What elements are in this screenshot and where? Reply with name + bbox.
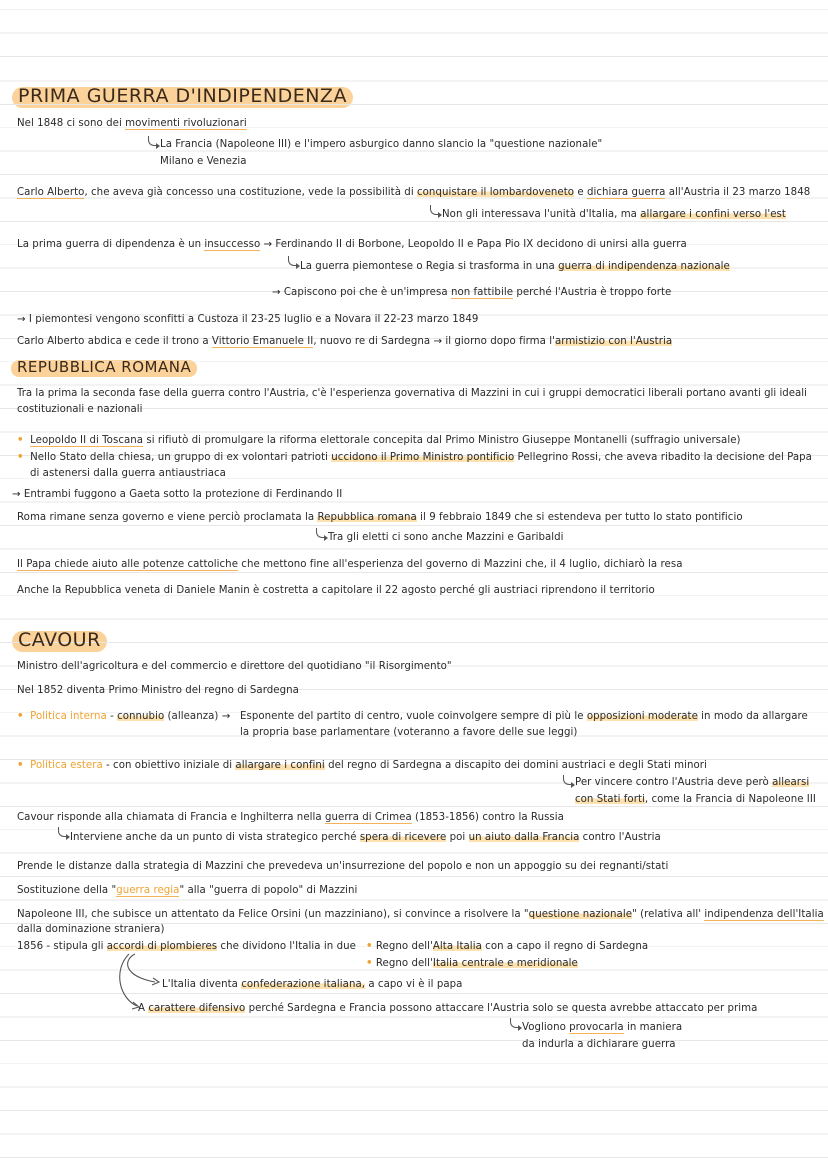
note-line: → I piemontesi vengono sconfitti a Custoza il 23-25 luglio e a Novara il 22-23 marzo 1849 (17, 314, 479, 325)
note-line: Tra gli eletti ci sono anche Mazzini e Garibaldi (328, 532, 564, 543)
bullet-item: • Regno dell'Alta Italia con a capo il regno di Sardegna (366, 941, 649, 952)
note-line: Roma rimane senza governo e viene perciò proclamata la Repubblica romana il 9 febbraio 1849 che si estendeva per tutto lo stato pontificio (17, 512, 743, 523)
bullet-icon: • (366, 958, 373, 969)
note-line: Per vincere contro l'Austria deve però allearsi (575, 777, 810, 788)
note-line: → Entrambi fuggono a Gaeta sotto la protezione di Ferdinando II (12, 489, 343, 500)
bullet-item: • Nello Stato della chiesa, un gruppo di ex volontari patrioti uccidono il Primo Ministro pontificio Pellegrino Rossi, che aveva ribadito la decisione del Papa (17, 452, 812, 463)
note-line: con Stati forti, come la Francia di Napoleone III (575, 794, 816, 805)
hook-arrow-icon (288, 256, 297, 266)
note-line: Esponente del partito di centro, vuole coinvolgere sempre di più le opposizioni moderate in modo da allargare (240, 711, 808, 722)
hook-arrow-icon (148, 136, 157, 146)
bullet-item: • Regno dell'Italia centrale e meridionale (366, 958, 578, 969)
bullet-icon: • (17, 435, 24, 446)
note-line: 1856 - stipula gli accordi di plombieres che dividono l'Italia in due (17, 941, 356, 952)
note-line: → Capiscono poi che è un'impresa non fattibile perché l'Austria è troppo forte (272, 287, 672, 298)
note-line: Carlo Alberto, che aveva già concesso una costituzione, vede la possibilità di conquistare il lombardoveneto e dichiara guerra all'Austria il 23 marzo 1848 (17, 187, 811, 198)
bullet-item: • Leopoldo II di Toscana si rifiutò di promulgare la riforma elettorale concepita dal Primo Ministro Giuseppe Montanelli (suffragio universale) (17, 435, 741, 446)
note-line: L'Italia diventa confederazione italiana, a capo vi è il papa (162, 979, 463, 990)
note-line: La guerra piemontese o Regia si trasforma in una guerra di indipendenza nazionale (300, 261, 730, 272)
hook-arrow-icon (510, 1018, 519, 1028)
bullet-icon: • (17, 760, 24, 771)
hook-arrow-icon (58, 827, 67, 837)
note-line: Nel 1852 diventa Primo Ministro del regno di Sardegna (17, 685, 299, 696)
note-line: Napoleone III, che subisce un attentato da Felice Orsini (un mazziniano), si convince a risolvere la "questione nazionale" (relativa all' indipendenza dell'Italia (17, 909, 824, 920)
note-line: La Francia (Napoleone III) e l'impero asburgico danno slancio la "questione nazionale" (160, 139, 603, 150)
note-line: Prende le distanze dalla strategia di Mazzini che prevedeva un'insurrezione del popolo e non un appoggio su dei regnanti/stati (17, 861, 669, 872)
note-line: Vogliono provocarla in maniera (522, 1022, 683, 1033)
note-line: Carlo Alberto abdica e cede il trono a Vittorio Emanuele II, nuovo re di Sardegna → il giorno dopo firma l'armistizio con l'Austria (17, 336, 673, 347)
note-line: Ministro dell'agricoltura e del commercio e direttore del quotidiano "il Risorgimento" (17, 661, 452, 672)
section-title-cavour: CAVOUR (18, 628, 101, 652)
note-line: Non gli interessava l'unità d'Italia, ma allargare i confini verso l'est (442, 209, 786, 220)
section-title-prima-guerra: PRIMA GUERRA D'INDIPENDENZA (18, 84, 347, 108)
note-paragraph: Tra la prima la seconda fase della guerra contro l'Austria, c'è l'esperienza governativa di Mazzini in cui i gruppi democratici liberali portano avanti gli ideali costituzionali e nazionali (17, 388, 807, 415)
bullet-item: • Politica interna - connubio (alleanza) → (17, 711, 231, 722)
hook-arrow-icon (316, 528, 325, 538)
note-line: di astenersi dalla guerra antiaustriaca (30, 468, 226, 479)
note-line: A carattere difensivo perché Sardegna e Francia possono attaccare l'Austria solo se questa avrebbe attaccato per prima (138, 1003, 758, 1014)
bullet-icon: • (366, 941, 373, 952)
note-line: Nel 1848 ci sono dei movimenti rivoluzionari (17, 118, 247, 129)
bullet-icon: • (17, 452, 24, 463)
note-line: Cavour risponde alla chiamata di Francia e Inghilterra nella guerra di Crimea (1853-1856) contro la Russia (17, 812, 564, 823)
note-line: Milano e Venezia (160, 156, 247, 167)
note-line: Il Papa chiede aiuto alle potenze cattoliche che mettono fine all'esperienza del governo di Mazzini che, il 4 luglio, dichiarò la resa (17, 559, 683, 570)
section-title-repubblica-romana: REPUBBLICA ROMANA (17, 357, 191, 377)
note-line: La prima guerra di dipendenza è un insuccesso → Ferdinando II di Borbone, Leopoldo II e Papa Pio IX decidono di unirsi alla guerra (17, 239, 687, 250)
bullet-icon: • (17, 711, 24, 722)
hook-arrow-icon (430, 205, 439, 215)
note-line: Interviene anche da un punto di vista strategico perché spera di ricevere poi un aiuto dalla Francia contro l'Austria (70, 832, 661, 843)
bullet-item: • Politica estera - con obiettivo iniziale di allargare i confini del regno di Sardegna a discapito dei domini austriaci e degli Stati minori (17, 760, 707, 771)
hook-arrow-icon (563, 775, 572, 785)
note-line: dalla dominazione straniera) (17, 924, 165, 935)
note-line: Anche la Repubblica veneta di Daniele Manin è costretta a capitolare il 22 agosto perché gli austriaci riprendono il territorio (17, 585, 655, 596)
note-line: Sostituzione della "guerra regia" alla "guerra di popolo" di Mazzini (17, 885, 358, 896)
note-line: la propria base parlamentare (voteranno a favore delle sue leggi) (240, 727, 578, 738)
note-line: da indurla a dichiarare guerra (522, 1039, 676, 1050)
